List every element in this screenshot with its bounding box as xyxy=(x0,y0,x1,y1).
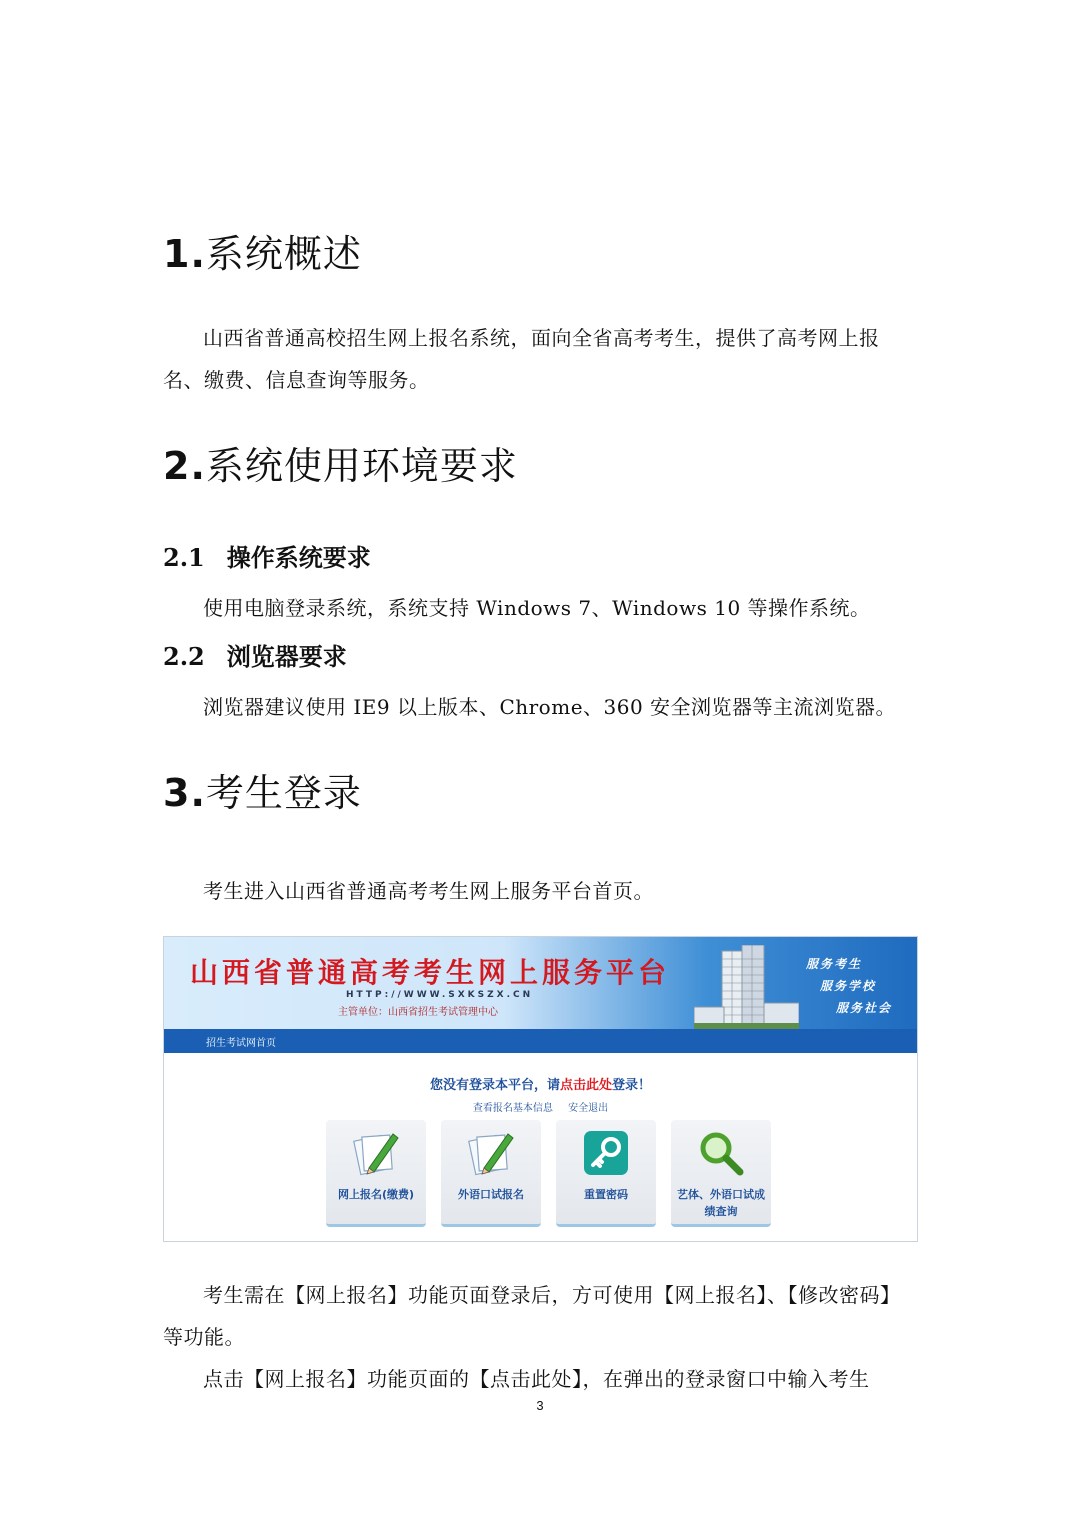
tile-label: 艺体、外语口试成绩查询 xyxy=(677,1188,765,1218)
section-3-intro: 考生进入山西省普通高考考生网上服务平台首页。 xyxy=(203,879,654,903)
building-icon xyxy=(694,945,799,1029)
section-2-2-heading xyxy=(163,642,347,672)
login-prompt xyxy=(164,1074,917,1093)
tile-oral-exam-registration[interactable] xyxy=(441,1120,541,1227)
tile-reset-password[interactable] xyxy=(556,1120,656,1227)
tile-online-registration[interactable] xyxy=(326,1120,426,1227)
portal-banner xyxy=(164,937,917,1029)
view-registration-info-link[interactable]: 查看报名基本信息 xyxy=(472,1103,553,1114)
section-2-title: 系统使用环境要求 xyxy=(205,444,518,488)
section-2-number: 2. xyxy=(163,444,206,488)
portal-navbar xyxy=(164,1029,917,1053)
section-2-2-title: 浏览器要求 xyxy=(226,643,347,671)
section-2-2-number: 2.2 xyxy=(163,642,205,671)
tile-label: 重置密码 xyxy=(584,1188,628,1201)
section-3-heading xyxy=(163,771,362,815)
tile-label: 外语口试报名 xyxy=(458,1188,524,1201)
portal-screenshot xyxy=(163,936,918,1242)
section-3-title: 考生登录 xyxy=(205,771,362,815)
portal-url: HTTP://WWW.SXKSZX.CN xyxy=(346,990,534,1000)
slogan-1: 服务考生 xyxy=(806,957,863,971)
login-prompt-suffix: 登录！ xyxy=(612,1078,652,1093)
tile-score-query[interactable] xyxy=(671,1120,771,1227)
slogan-3: 服务社会 xyxy=(836,1001,893,1015)
pencil-paper-icon xyxy=(466,1128,516,1178)
section-2-heading xyxy=(163,444,518,488)
login-prompt-prefix: 您没有登录本平台，请 xyxy=(429,1078,560,1093)
section-2-1-number: 2.1 xyxy=(163,543,205,572)
sub-links xyxy=(164,1099,917,1114)
magnifier-icon xyxy=(696,1128,746,1178)
portal-banner-title: 山西省普通高考考生网上服务平台 xyxy=(190,956,671,989)
section-1-heading xyxy=(163,232,362,276)
pencil-paper-icon xyxy=(351,1128,401,1178)
portal-host-unit: 主管单位：山西省招生考试管理中心 xyxy=(338,1007,498,1018)
nav-link-home[interactable]: 招生考试网首页 xyxy=(206,1038,276,1049)
login-click-here-link[interactable]: 点击此处 xyxy=(559,1078,612,1093)
tile-label: 网上报名(缴费) xyxy=(337,1188,415,1201)
section-3-paragraph-1: 考生需在【网上报名】功能页面登录后，方可使用【网上报名】、【修改密码】等功能。 xyxy=(163,1283,901,1349)
section-2-2-paragraph: 浏览器建议使用 IE9 以上版本、Chrome、360 安全浏览器等主流浏览器。 xyxy=(203,695,897,719)
section-2-1-paragraph: 使用电脑登录系统，系统支持 Windows 7、Windows 10 等操作系统。 xyxy=(203,596,871,620)
section-2-1-title: 操作系统要求 xyxy=(226,544,371,572)
safe-logout-link[interactable]: 安全退出 xyxy=(568,1103,609,1114)
key-icon xyxy=(581,1128,631,1178)
page-number: 3 xyxy=(536,1398,544,1413)
section-3-number: 3. xyxy=(163,771,206,815)
section-2-1-heading xyxy=(163,543,371,573)
section-1-number: 1. xyxy=(163,232,206,276)
section-1-title: 系统概述 xyxy=(205,232,362,276)
section-1-paragraph: 山西省普通高校招生网上报名系统，面向全省高考考生，提供了高考网上报名、缴费、信息查询等服务。 xyxy=(163,326,880,392)
section-3-paragraph-2: 点击【网上报名】功能页面的【点击此处】，在弹出的登录窗口中输入考生 xyxy=(203,1367,870,1391)
slogan-2: 服务学校 xyxy=(820,979,877,993)
